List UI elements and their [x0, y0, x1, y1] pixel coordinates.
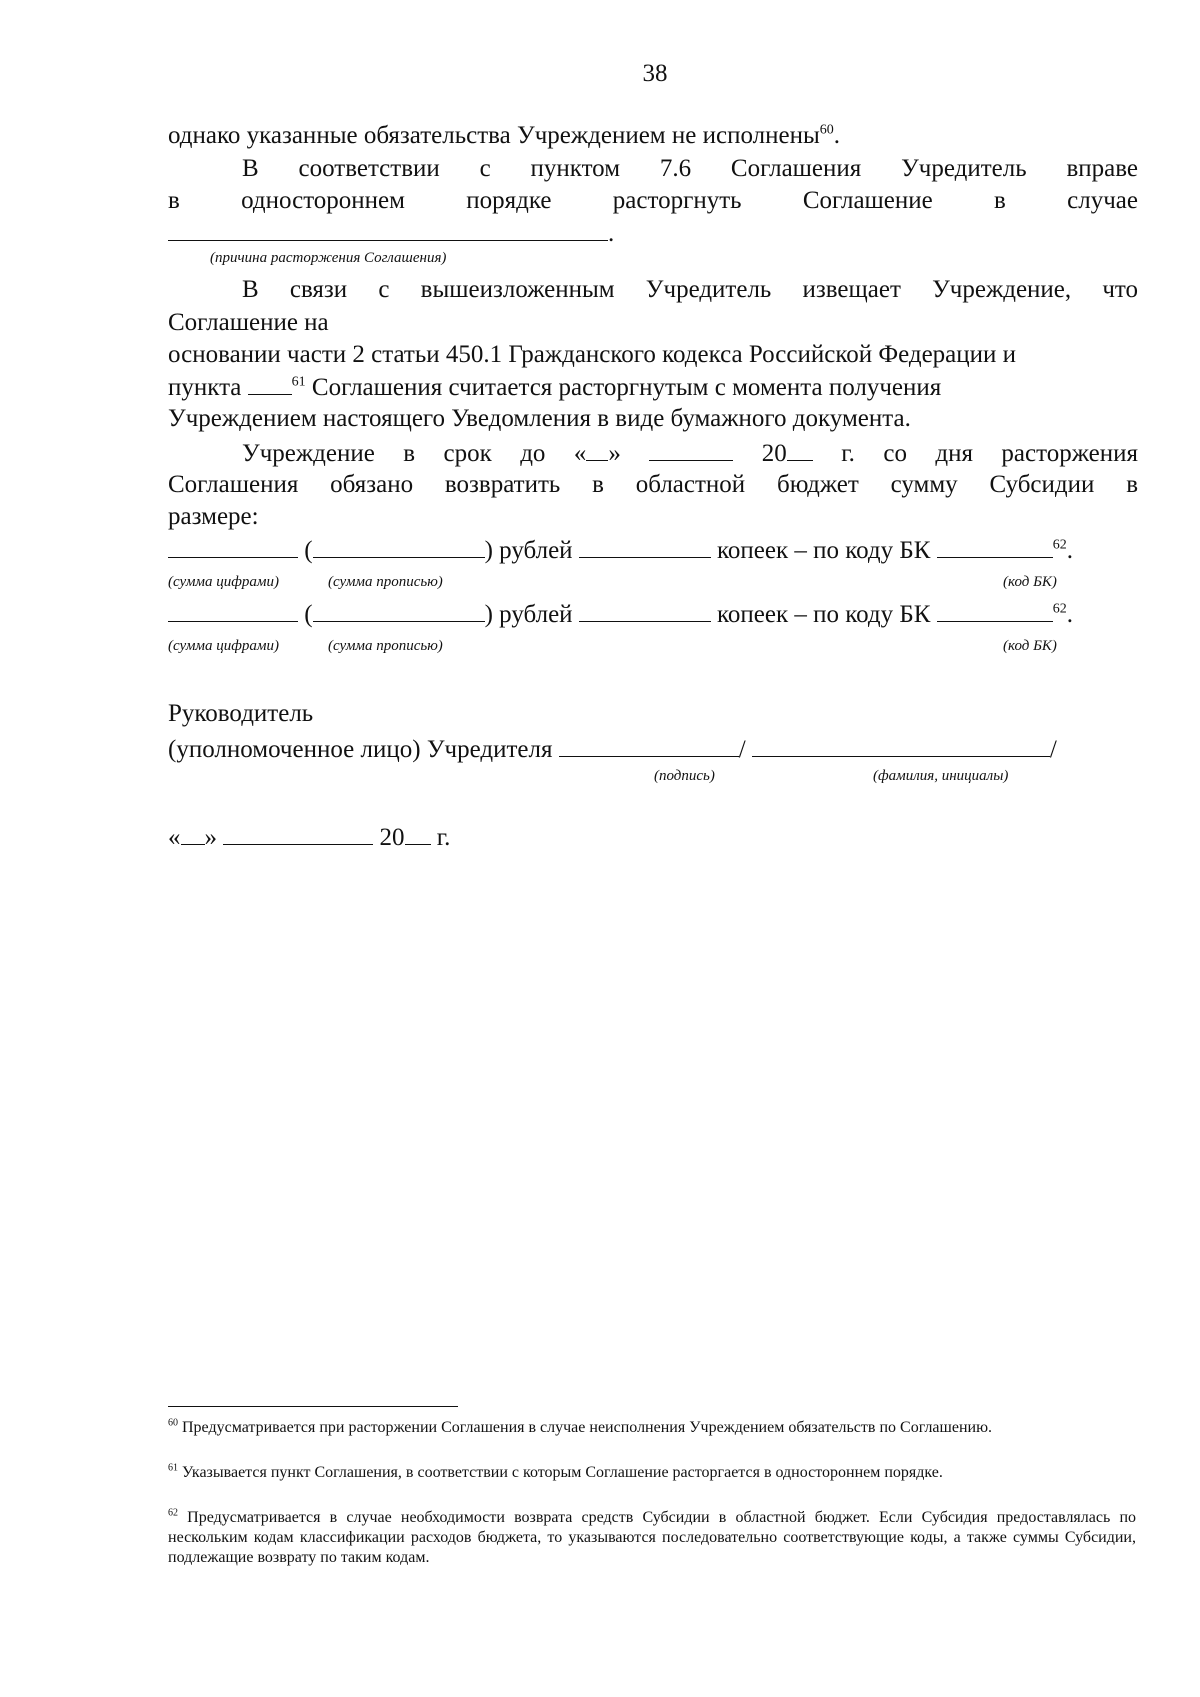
caption-reason: (причина расторжения Соглашения)	[210, 250, 447, 266]
footnote-ref-62: 62	[1052, 537, 1067, 553]
footnote-62: $^{62}$ Предусматривается в случае необходимости возврата средств Субсидии в областной бюджет. Если Субсидия предоставлялась по нескольким кодам классификации расходов бюджета, то указываются последовательно соответствующие коды, а также суммы Субсидии, подлежащие возврату по таким кодам.	[168, 1507, 1137, 1566]
clause-blank[interactable]	[248, 371, 292, 395]
amount-digits-blank[interactable]	[168, 534, 298, 558]
paragraph-return-line1: Учреждение в срок до « » 20 г. со дня расторжения	[168, 437, 1138, 470]
amount-row: ( ) рублей копеек – по коду БК $^{62}$.	[168, 598, 1073, 629]
caption-amount-words: (сумма прописью)	[328, 638, 443, 654]
caption-bk-code: (код БК)	[1003, 574, 1057, 590]
caption-signature: (подпись)	[654, 768, 715, 784]
signature-line: (уполномоченное лицо) Учредителя / /	[168, 733, 1057, 764]
date-day-blank[interactable]	[181, 821, 205, 845]
paragraph-termination-line2: в одностороннем порядке расторгнуть Соглашение в случае	[168, 187, 1138, 214]
signature-title: Руководитель	[168, 700, 314, 727]
paragraph-notice-line4: пункта $^{61}$ Соглашения считается расторгнутым с момента получения	[168, 371, 1138, 404]
day-blank[interactable]	[586, 437, 608, 461]
signature-blank[interactable]	[559, 733, 739, 757]
reason-blank-line: .	[168, 217, 1138, 250]
footnote-divider	[168, 1406, 458, 1407]
date-line: « » 20 г.	[168, 821, 450, 852]
caption-bk-code: (код БК)	[1003, 638, 1057, 654]
paragraph-notice-line5: Учреждением настоящего Уведомления в виде бумажного документа.	[168, 405, 911, 432]
paragraph-termination-line1: В соответствии с пунктом 7.6 Соглашения Учредитель вправе	[242, 155, 1138, 182]
caption-amount-words: (сумма прописью)	[328, 574, 443, 590]
name-initials-blank[interactable]	[752, 733, 1050, 757]
bk-code-blank[interactable]	[937, 534, 1053, 558]
kopecks-blank[interactable]	[579, 534, 711, 558]
caption-amount-digits: (сумма цифрами)	[168, 574, 279, 590]
amount-row: ( ) рублей копеек – по коду БК $^{62}$.	[168, 534, 1073, 565]
paragraph-return-line3: размере:	[168, 503, 259, 530]
paragraph-notice-line2: Соглашение на	[168, 309, 329, 336]
date-month-blank[interactable]	[223, 821, 373, 845]
reason-blank[interactable]	[168, 217, 608, 241]
amount-digits-blank[interactable]	[168, 598, 298, 622]
month-blank[interactable]	[649, 437, 733, 461]
page-number: 38	[642, 60, 668, 87]
paragraph-notice-line1: В связи с вышеизложенным Учредитель извещает Учреждение, что	[242, 276, 1138, 303]
footnote-61: $^{61}$ Указывается пункт Соглашения, в соответствии с которым Соглашение расторгается в одностороннем порядке.	[168, 1462, 943, 1481]
caption-amount-digits: (сумма цифрами)	[168, 638, 279, 654]
caption-name-initials: (фамилия, инициалы)	[873, 768, 1009, 784]
amount-words-blank[interactable]	[313, 598, 485, 622]
footnote-ref-61: 61	[291, 374, 306, 390]
paragraph-return-line2: Соглашения обязано возвратить в областной бюджет сумму Субсидии в	[168, 471, 1138, 498]
footnote-ref-62: 62	[1052, 601, 1067, 617]
paragraph-notice-line3: основании части 2 статьи 450.1 Гражданского кодекса Российской Федерации и	[168, 341, 1017, 368]
bk-code-blank[interactable]	[937, 598, 1053, 622]
footnote-ref-60: 60	[819, 122, 834, 138]
amount-words-blank[interactable]	[313, 534, 485, 558]
paragraph-obligations: однако указанные обязательства Учреждением не исполнены$^{60}$.	[168, 122, 841, 149]
year-blank[interactable]	[787, 437, 813, 461]
kopecks-blank[interactable]	[579, 598, 711, 622]
footnote-60: $^{60}$ Предусматривается при расторжении Соглашения в случае неисполнения Учреждением обязательств по Соглашению.	[168, 1417, 993, 1436]
date-year-blank[interactable]	[405, 821, 431, 845]
